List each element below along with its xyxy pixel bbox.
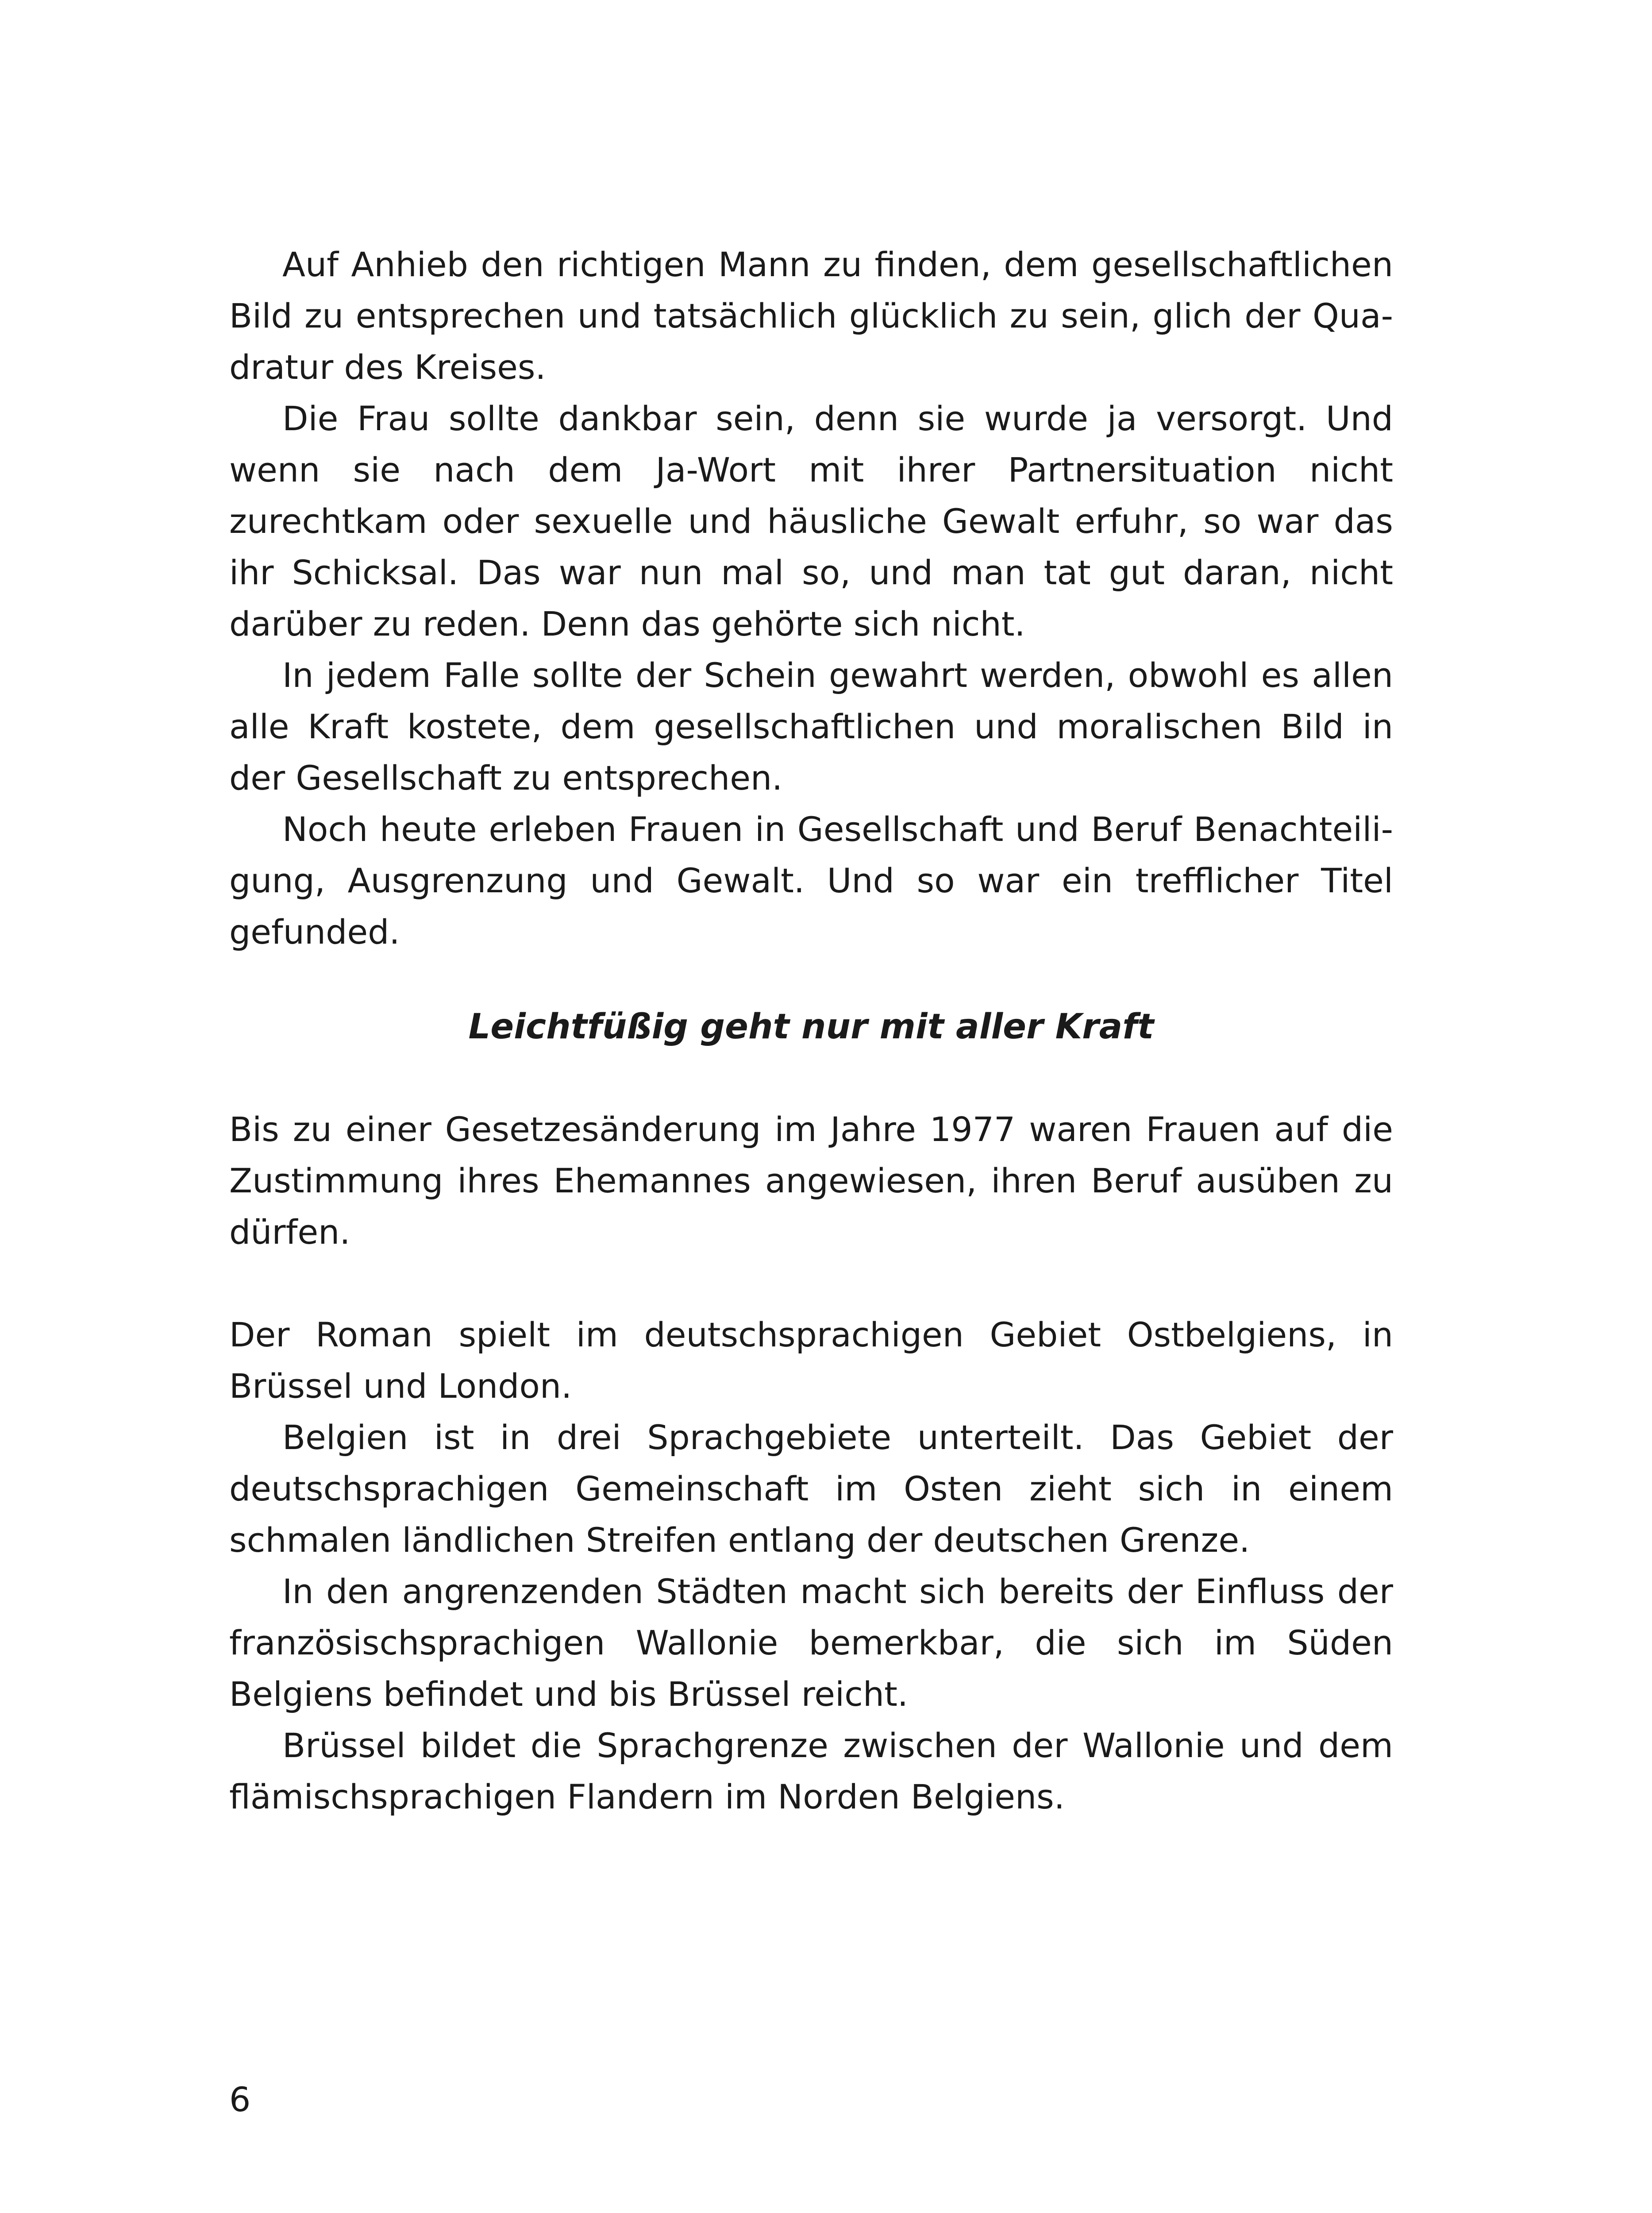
paragraph-3: In jedem Falle sollte der Schein gewahrt werden, obwohl es allen alle Kraft kostete, dem gesellschaftlichen und moralischen Bild in der Gesellschaft zu entsprechen. <box>229 655 1393 798</box>
paragraph-4: Noch heute erleben Frauen in Gesellschaft und Beruf Benachteiligung, Ausgrenzung und Gewalt. Und so war ein trefflicher Titel gefunded. <box>229 810 1393 952</box>
page-number: 6 <box>229 2080 251 2119</box>
paragraph-1: Auf Anhieb den richtigen Mann zu finden, dem gesellschaftlichen Bild zu entsprechen und tatsächlich glücklich zu sein, glich der Quadratur des Kreises. <box>229 245 1393 387</box>
section-1-text <box>229 239 1393 958</box>
paragraph-belgien: Belgien ist in drei Sprachgebiete unterteilt. Das Gebiet der deutschsprachigen Gemeinschaft im Osten zieht sich in einem schmalen ländlichen Streifen entlang der deutschen Grenze. <box>229 1418 1393 1560</box>
paragraph-gap <box>229 1258 1393 1309</box>
intro-paragraph: Bis zu einer Gesetzesänderung im Jahre 1977 waren Frauen auf die Zustimmung ihres Ehemannes angewiesen, ihren Beruf ausüben zu dürfen. <box>229 1110 1393 1252</box>
paragraph-bruessel: Brüssel bildet die Sprachgrenze zwischen der Wallonie und dem flämischsprachigen Flandern im Norden Belgiens. <box>229 1726 1393 1816</box>
paragraph-staedte: In den angrenzenden Städten macht sich bereits der Einfluss der französischsprachigen Wallonie bemerkbar, die sich im Süden Belgiens befindet und bis Brüssel reicht. <box>229 1572 1393 1714</box>
section-heading: Leichtfüßig geht nur mit aller Kraft <box>468 1007 1154 1047</box>
setting-paragraph: Der Roman spielt im deutschsprachigen Gebiet Ostbelgiens, in Brüssel und London. <box>229 1315 1393 1406</box>
paragraph-2: Die Frau sollte dankbar sein, denn sie wurde ja versorgt. Und wenn sie nach dem Ja-Wort mit ihrer Partnersituation nicht zurechtkam oder sexuelle und häusliche Gewalt erfuhr, so war das ihr Schicksal. Das war nun mal so, und man tat gut daran, nicht darüber zu reden. Denn das gehörte sich nicht. <box>229 399 1393 644</box>
section-2-text <box>229 1104 1393 1823</box>
